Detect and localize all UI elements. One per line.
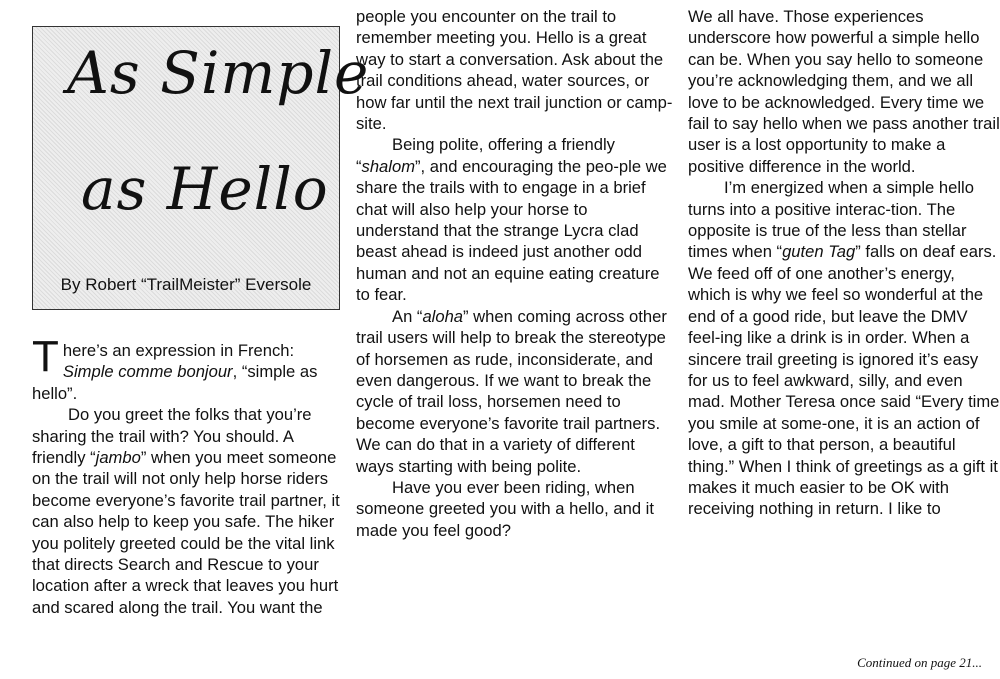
text-italic: jambo xyxy=(95,448,141,468)
text-span: , “simple as hello”. xyxy=(32,362,318,403)
text-span: ” falls on deaf ears. We feed off of one another’s energy, which is why we feel so wonderful at the end of a good ride, but leave the DMV feel-ing like a drink is in order. When a sincere trail greeting is ignored it’s easy for us to feel awkward, silly, and even mad. Mother Teresa once said “Every time you smile at some-one, it is an action of love, a gift to that person, a beautiful thing.” When I think of greetings as a gift it makes it much easier to be OK with receiving nothing in return. I like to xyxy=(688,242,1000,519)
column-1 xyxy=(32,26,370,618)
paragraph-2 xyxy=(32,404,344,618)
byline: By Robert “TrailMeister” Eversole xyxy=(60,274,312,294)
text-span: Being polite, offering a friendly “ xyxy=(356,135,615,176)
continued-note: Continued on page 21... xyxy=(857,655,982,670)
column-3 xyxy=(688,6,1000,520)
paragraph-1 xyxy=(32,332,344,404)
title-line-2: as Hello xyxy=(81,155,329,223)
paragraph-5 xyxy=(356,306,674,477)
text-italic: shalom xyxy=(361,156,416,176)
text-span: Do you greet the folks that you’re sharing the trail with? You should. A friendly “ xyxy=(32,405,312,468)
title-line-1: As Simple xyxy=(67,39,370,107)
paragraph-3: people you encounter on the trail to remember meeting you. Hello is a great way to start a conversation. Ask about the trail conditions ahead, water sources, or how far until the next trail junction or camp-site. xyxy=(356,7,673,134)
text-span: I’m energized when a simple hello turns into a positive interac-tion. The opposite is true of the less than stellar times when “ xyxy=(688,178,974,262)
drop-cap: T xyxy=(32,332,59,381)
title-box xyxy=(32,26,370,310)
text-italic: aloha xyxy=(422,306,464,326)
paragraph-6: Have you ever been riding, when someone greeted you with a hello, and it made you feel good? xyxy=(356,477,654,540)
text-span: ” when you meet someone on the trail will not only help horse riders become everyone’s favorite trail partner, it can also help to keep you safe. The hiker you politely greeted could be the vital link that directs Search and Rescue to your location after a wreck that leaves you hurt and scared along the trail. You want the xyxy=(32,448,340,617)
text-span: An “ xyxy=(392,306,423,326)
paragraph-4 xyxy=(356,134,674,305)
paragraph-7: We all have. Those experiences underscore how powerful a simple hello can be. When you say hello to someone you’re acknowledging them, and we all love to be acknowledged. Every time we fail to say hello when we pass another trail user is a lost opportunity to make a positive difference in the world. xyxy=(688,7,1000,176)
text-italic: Simple comme bonjour xyxy=(62,362,233,382)
text-italic: guten Tag xyxy=(782,242,856,262)
column-2 xyxy=(356,6,674,541)
text-span: ”, and encouraging the peo-ple we share the trails with to engage in a brief chat will also help your horse to understand that the strange Lycra clad beast ahead is indeed just another odd human and not an equine eating creature to fear. xyxy=(356,156,667,305)
text-span: ” when coming across other trail users will help to break the stereotype of horsemen as rude, inconsiderate, and even dangerous. If we want to break the cycle of trail loss, horsemen need to become everyone’s favorite trail partners. We can do that in a variety of different ways starting with being polite. xyxy=(356,306,667,476)
text-span: here’s an expression in French: xyxy=(62,341,295,360)
paragraph-8 xyxy=(688,177,1000,520)
